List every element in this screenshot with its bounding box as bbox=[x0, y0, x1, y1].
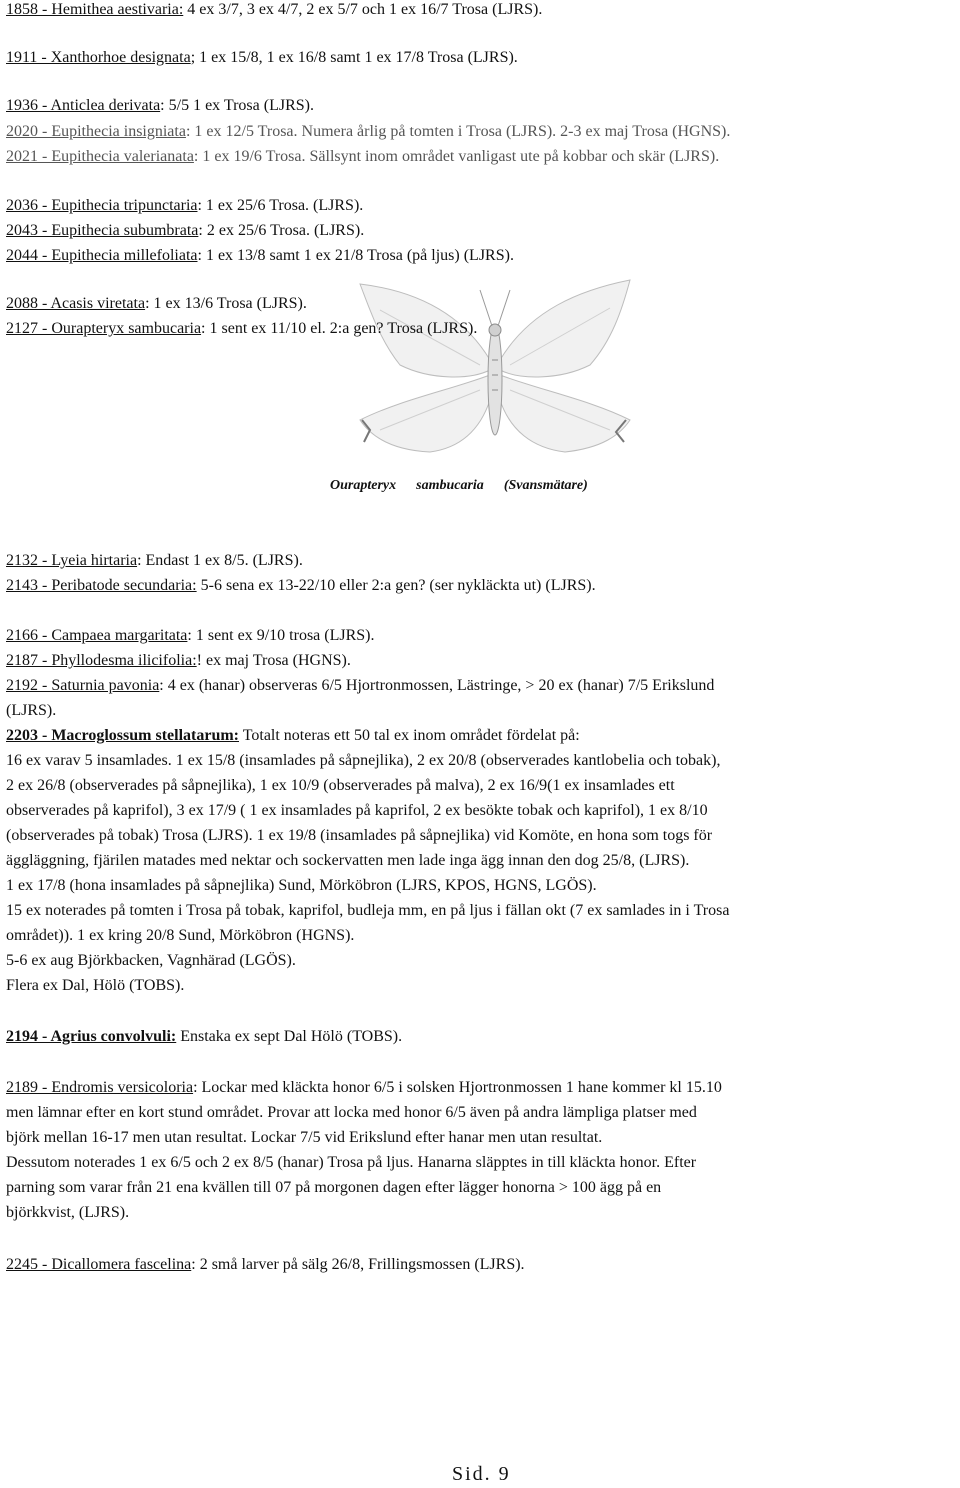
entry-2192-cont bbox=[6, 701, 56, 721]
species-name: 2044 - Eupithecia millefoliata bbox=[6, 247, 198, 264]
entry-2127 bbox=[6, 319, 477, 339]
entry-text: området)). 1 ex kring 20/8 Sund, Mörköbron (HGNS). bbox=[6, 927, 355, 944]
entry-2143 bbox=[6, 576, 596, 596]
species-name: 2043 - Eupithecia subumbrata bbox=[6, 222, 199, 239]
species-name: 2132 - Lyeia hirtaria bbox=[6, 552, 138, 569]
entry-text: (observerades på tobak) Trosa (LJRS). 1 ex 19/8 (insamlades på såpnejlika) vid Komöte, en hona som togs för bbox=[6, 827, 713, 844]
entry-text: (LJRS). bbox=[6, 702, 57, 719]
entry-text: Dessutom noterades 1 ex 6/5 och 2 ex 8/5 (hanar) Trosa på ljus. Hanarna släpptes in till kläckta honor. Efter bbox=[6, 1154, 697, 1171]
entry-1858 bbox=[6, 0, 542, 20]
entry-2043 bbox=[6, 221, 364, 241]
entry-text: 2 ex 26/8 (observerades på såpnejlika), 1 ex 10/9 (observerades på malva), 2 ex 16/9(1 ex insamlades ett bbox=[6, 777, 675, 794]
entry-text: 1 ex 17/8 (hona insamlades på såpnejlika) Sund, Mörköbron (LJRS, KPOS, HGNS, LGÖS). bbox=[6, 877, 597, 894]
species-name: 2036 - Eupithecia tripunctaria bbox=[6, 197, 198, 214]
species-name: 2127 - Ourapteryx sambucaria bbox=[6, 320, 202, 337]
entry-text: : Endast 1 ex 8/5. (LJRS). bbox=[137, 552, 303, 569]
entry-2189-line bbox=[6, 1128, 602, 1148]
entry-text: 4 ex 3/7, 3 ex 4/7, 2 ex 5/7 och 1 ex 16/7 Trosa (LJRS). bbox=[183, 1, 543, 18]
entry-text: Flera ex Dal, Hölö (TOBS). bbox=[6, 977, 185, 994]
entry-text: : 1 ex 13/8 samt 1 ex 21/8 Trosa (på ljus) (LJRS). bbox=[197, 247, 514, 264]
entry-2189-line bbox=[6, 1203, 129, 1223]
species-name: 2192 - Saturnia pavonia bbox=[6, 677, 160, 694]
species-name: 2194 - Agrius convolvuli: bbox=[6, 1028, 177, 1045]
page-number: Sid. 9 bbox=[452, 1463, 511, 1485]
entry-2187 bbox=[6, 651, 351, 671]
entry-text: : 2 ex 25/6 Trosa. (LJRS). bbox=[198, 222, 365, 239]
entry-2203 bbox=[6, 726, 580, 746]
entry-text: björkkvist, (LJRS). bbox=[6, 1204, 130, 1221]
entry-2203-line bbox=[6, 751, 720, 771]
entry-2203-line bbox=[6, 851, 689, 871]
entry-text: : Lockar med kläckta honor 6/5 i solsken Hjortronmossen 1 hane kommer kl 15.10 bbox=[193, 1079, 722, 1096]
entry-text: : 2 små larver på sälg 26/8, Frillingsmossen (LJRS). bbox=[191, 1256, 525, 1273]
entry-text: parning som varar från 21 ena kvällen till 07 på morgonen dagen efter lägger honorna > 100 ägg på en bbox=[6, 1179, 662, 1196]
species-name: 2143 - Peribatode secundaria: bbox=[6, 577, 197, 594]
right-forewing bbox=[500, 280, 630, 377]
entry-2166 bbox=[6, 626, 375, 646]
entry-2021 bbox=[6, 147, 719, 167]
species-name: 2187 - Phyllodesma ilicifolia: bbox=[6, 652, 197, 669]
entry-2203-line bbox=[6, 801, 708, 821]
entry-text: 5-6 ex aug Björkbacken, Vagnhärad (LGÖS). bbox=[6, 952, 296, 969]
entry-2245 bbox=[6, 1255, 525, 1275]
caption-common-name: (Svansmätare) bbox=[503, 478, 588, 493]
entry-2036 bbox=[6, 196, 363, 216]
entry-2132 bbox=[6, 551, 303, 571]
entry-2189-line bbox=[6, 1103, 697, 1123]
entry-text: 16 ex varav 5 insamlades. 1 ex 15/8 (insamlades på såpnejlika), 2 ex 20/8 (observerades kantlobelia och tobak), bbox=[6, 752, 721, 769]
entry-2203-line bbox=[6, 876, 597, 896]
entry-text: : 1 ex 12/5 Trosa. Numera årlig på tomten i Trosa (LJRS). 2-3 ex maj Trosa (HGNS). bbox=[185, 123, 731, 140]
right-hindwing bbox=[500, 375, 630, 452]
entry-2203-line bbox=[6, 826, 712, 846]
entry-2020 bbox=[6, 122, 730, 142]
entry-1911 bbox=[6, 48, 518, 68]
species-name: 1911 - Xanthorhoe designata bbox=[6, 49, 191, 66]
entry-2203-line bbox=[6, 976, 184, 996]
entry-2203-line bbox=[6, 926, 354, 946]
species-name: 2088 - Acasis viretata bbox=[6, 295, 146, 312]
caption-species: sambucaria bbox=[416, 478, 484, 493]
entry-2203-line bbox=[6, 776, 675, 796]
moth-illustration bbox=[340, 270, 650, 470]
entry-text: : 5/5 1 ex Trosa (LJRS). bbox=[160, 97, 314, 114]
species-name: 1936 - Anticlea derivata bbox=[6, 97, 161, 114]
entry-text: men lämnar efter en kort stund området. Provar att locka med honor 6/5 även på andra lämpliga platser med bbox=[6, 1104, 697, 1121]
entry-text: 5-6 sena ex 13-22/10 eller 2:a gen? (ser nykläckta ut) (LJRS). bbox=[196, 577, 596, 594]
entry-2203-line bbox=[6, 901, 729, 921]
entry-text: 15 ex noterades på tomten i Trosa på tobak, kaprifol, budleja mm, en på ljus i fällan okt (7 ex samlades in i Trosa bbox=[6, 902, 730, 919]
species-name: 2245 - Dicallomera fascelina bbox=[6, 1256, 192, 1273]
entry-text: Totalt noteras ett 50 tal ex inom området fördelat på: bbox=[239, 727, 580, 744]
entry-text: : 4 ex (hanar) observeras 6/5 Hjortronmossen, Lästringe, > 20 ex (hanar) 7/5 Erikslund bbox=[159, 677, 715, 694]
entry-text: : 1 ex 13/6 Trosa (LJRS). bbox=[145, 295, 307, 312]
entry-text: Enstaka ex sept Dal Hölö (TOBS). bbox=[176, 1028, 403, 1045]
figure-caption bbox=[330, 478, 608, 494]
entry-text: ! ex maj Trosa (HGNS). bbox=[196, 652, 351, 669]
species-name: 2203 - Macroglossum stellatarum: bbox=[6, 727, 239, 744]
caption-genus: Ourapteryx bbox=[330, 478, 397, 493]
entry-2203-line bbox=[6, 951, 296, 971]
entry-2194 bbox=[6, 1027, 402, 1047]
species-name: 1858 - Hemithea aestivaria: bbox=[6, 1, 184, 18]
entry-text: : 1 ex 19/6 Trosa. Sällsynt inom området vanligast ute på kobbar och skär (LJRS). bbox=[193, 148, 720, 165]
entry-text: observerades på kaprifol), 3 ex 17/9 ( 1 ex insamlades på kaprifol, 2 ex besökte tobak och kaprifol), 1 ex 8/10 bbox=[6, 802, 708, 819]
entry-1936 bbox=[6, 96, 314, 116]
species-name: 2020 - Eupithecia insigniata bbox=[6, 123, 186, 140]
entry-text: : 1 ex 25/6 Trosa. (LJRS). bbox=[197, 197, 364, 214]
entry-2189-line bbox=[6, 1178, 661, 1198]
species-name: 2189 - Endromis versicoloria bbox=[6, 1079, 194, 1096]
entry-2088 bbox=[6, 294, 307, 314]
species-name: 2021 - Eupithecia valerianata bbox=[6, 148, 194, 165]
entry-text: ; 1 ex 15/8, 1 ex 16/8 samt 1 ex 17/8 Trosa (LJRS). bbox=[190, 49, 518, 66]
left-hindwing bbox=[360, 375, 490, 452]
moth-body bbox=[488, 325, 502, 435]
entry-text: : 1 sent ex 9/10 trosa (LJRS). bbox=[187, 627, 375, 644]
entry-text: björk mellan 16-17 men utan resultat. Lockar 7/5 vid Erikslund efter hanar men utan resultat. bbox=[6, 1129, 603, 1146]
entry-2189-line bbox=[6, 1153, 696, 1173]
entry-2044 bbox=[6, 246, 514, 266]
entry-2192 bbox=[6, 676, 714, 696]
entry-2189 bbox=[6, 1078, 722, 1098]
entry-text: äggläggning, fjärilen matades med nektar och sockervatten men lade inga ägg innan den dog 25/8, (LJRS). bbox=[6, 852, 690, 869]
species-name: 2166 - Campaea margaritata bbox=[6, 627, 188, 644]
entry-text: : 1 sent ex 11/10 el. 2:a gen? Trosa (LJRS). bbox=[201, 320, 478, 337]
